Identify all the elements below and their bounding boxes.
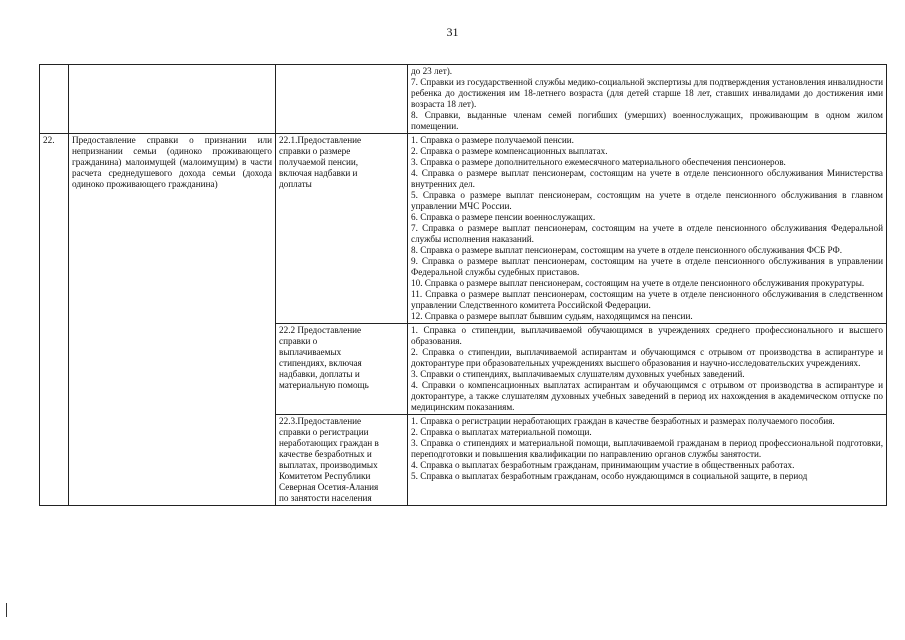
page-number: 31: [446, 25, 459, 39]
docs-cell-22-1: [408, 134, 887, 324]
doc-item: 2. Справка о размере компенсационных выплатах.: [411, 146, 608, 156]
doc-item: 9. Справка о размере выплат пенсионерам, состоящим на учете в отделе пенсионного обслуживания в управлении Федеральной службы судебных приставов.: [411, 256, 883, 277]
subservice-title: 22.2 Предоставление справки о выплачиваемых стипендиях, включая надбавки, доплаты и материальную помощь: [276, 324, 408, 415]
cell-subservice-empty: [276, 65, 408, 134]
service-name: Предоставление справки о признании или непризнании семьи (одиноко проживающего гражданина) малоимущей (малоимущим) в части расчета среднедушевого дохода семьи (дохода одиноко проживающего гражданина): [69, 134, 276, 506]
doc-item: 4. Справки о компенсационных выплатах аспирантам и обучающимся с отрывом от производства в аспирантуре и докторантуре, а также слушателям духовных учебных заведений в период их нахождения в академическом отпуске по медицинским показаниям.: [411, 380, 883, 412]
doc-item: 2. Справка о выплатах материальной помощи.: [411, 427, 592, 437]
doc-item: 3. Справка о размере дополнительного ежемесячного материального обеспечения пенсионеров.: [411, 157, 786, 167]
doc-item: 3. Справки о стипендиях, выплачиваемых слушателям духовных учебных заведений.: [411, 369, 745, 379]
services-table: [39, 64, 887, 506]
doc-item: 2. Справка о стипендии, выплачиваемой аспирантам и обучающимся с отрывом от производства в аспирантуре и докторантуре при образовательных учреждениях высшего образования и научно-исследовательских учреждениях.: [411, 347, 883, 368]
doc-item: 12. Справка о размере выплат бывшим судьям, находящимся на пенсии.: [411, 311, 693, 321]
subservice-title: 22.1.Предоставление справки о размере получаемой пенсии, включая надбавки и доплаты: [276, 134, 408, 324]
table-row-22-1: [40, 134, 887, 324]
doc-item: 5. Справка о выплатах безработным гражданам, особо нуждающимся в социальной защите, в период: [411, 471, 808, 481]
doc-item: 5. Справка о размере выплат пенсионерам, состоящим на учете в отделе пенсионного обслуживания в главном управлении МЧС России.: [411, 190, 883, 211]
doc-item: 7. Справки из государственной службы медико-социальной экспертизы для подтверждения установления инвалидности ребенка до достижения им 18-летнего возраста (для детей старше 18 лет, ставших инвалидами до достижения ими возраста 18 лет).: [411, 77, 883, 109]
doc-item: 1. Справка о регистрации неработающих граждан в качестве безработных и размерах получаемого пособия.: [411, 416, 835, 426]
margin-mark: [6, 603, 7, 617]
subservice-title: 22.3.Предоставление справки о регистрации неработающих граждан в качестве безработных и выплатах, производимых Комитетом Республики Северная Осетия-Алания по занятости населения: [276, 415, 408, 506]
table-row-continuation: [40, 65, 887, 134]
doc-item: 1. Справка о стипендии, выплачиваемой обучающимся в учреждениях среднего профессионального и высшего образования.: [411, 325, 883, 346]
cell-service-empty: [69, 65, 276, 134]
doc-item: 4. Справка о выплатах безработным гражданам, принимающим участие в общественных работах.: [411, 460, 795, 470]
doc-item: 10. Справка о размере выплат пенсионерам, состоящим на учете в отделе пенсионного обслуживания прокуратуры.: [411, 278, 865, 288]
doc-item: 1. Справка о размере получаемой пенсии.: [411, 135, 574, 145]
doc-item: 11. Справка о размере выплат пенсионерам, состоящим на учете в отделе пенсионного обслуживания в следственном управлении Следственного комитета Российской Федерации.: [411, 289, 883, 310]
doc-item: 8. Справка о размере выплат пенсионерам, состоящим на учете в отделе пенсионного обслуживания ФСБ РФ.: [411, 245, 843, 255]
doc-item: 8. Справки, выданные членам семей погибших (умерших) военнослужащих, проживающим в одном жилом помещении.: [411, 110, 883, 131]
doc-item: 4. Справка о размере выплат пенсионерам, состоящим на учете в отделе пенсионного обслуживания Министерства внутренних дел.: [411, 168, 883, 189]
doc-item: 6. Справка о размере пенсии военнослужащих.: [411, 212, 596, 222]
doc-item: до 23 лет).: [411, 66, 453, 76]
doc-item: 3. Справка о стипендиях и материальной помощи, выплачиваемой гражданам в период профессиональной подготовки, переподготовки и повышения квалификации по направлению органов службы занятости.: [411, 438, 883, 459]
docs-cell-22-3: [408, 415, 887, 506]
cell-number-empty: [40, 65, 69, 134]
docs-cell-continuation: [408, 65, 887, 134]
row-number: 22.: [40, 134, 69, 506]
doc-item: 7. Справка о размере выплат пенсионерам, состоящим на учете в отделе пенсионного обслуживания Федеральной службы исполнения наказаний.: [411, 223, 883, 244]
docs-cell-22-2: [408, 324, 887, 415]
